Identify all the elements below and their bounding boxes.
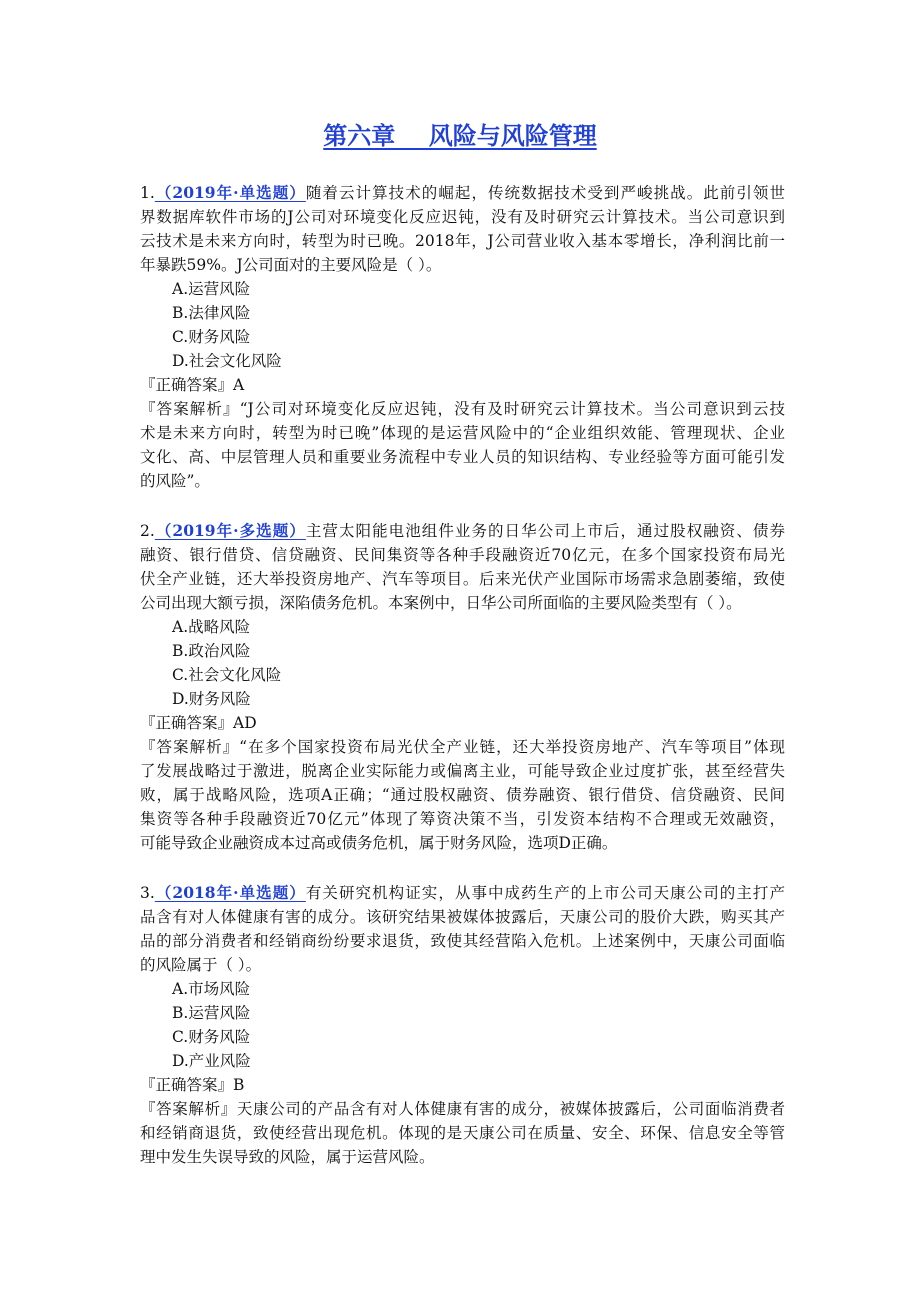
answer-analysis-line: 败，属于战略风险，选项A正确；“通过股权融资、债券融资、银行借贷、信贷融资、民间 bbox=[140, 786, 785, 804]
answer-analysis-line: 『答案解析』天康公司的产品含有对人体健康有害的成分，被媒体披露后，公司面临消费者 bbox=[140, 1100, 785, 1118]
option-a: A.市场风险 bbox=[172, 980, 251, 998]
question-tag-link[interactable]: （2018年·单选题） bbox=[154, 883, 306, 902]
question-stem-line: 公司出现大额亏损，深陷债务危机。本案例中，日华公司所面临的主要风险类型有（ ）。 bbox=[140, 594, 742, 612]
option-b: B.政治风险 bbox=[172, 642, 251, 660]
option-a: A.运营风险 bbox=[172, 280, 251, 298]
question-stem-line: 2.（2019年·多选题）主营太阳能电池组件业务的日华公司上市后，通过股权融资、债券 bbox=[140, 521, 785, 540]
question-stem-line: 品含有对人体健康有害的成分。该研究结果被媒体披露后，天康公司的股价大跌，购买其产 bbox=[140, 908, 785, 926]
answer-analysis-line: 可能导致企业融资成本过高或债务危机，属于财务风险，选项D正确。 bbox=[140, 834, 618, 852]
correct-answer: 『正确答案』B bbox=[140, 1076, 245, 1094]
answer-analysis-line: 集资等各种手段融资近70亿元”体现了筹资决策不当，引发资本结构不合理或无效融资， bbox=[140, 810, 785, 828]
option-d: D.社会文化风险 bbox=[172, 352, 282, 370]
question-2 bbox=[140, 519, 785, 855]
answer-analysis-line: 术是未来方向时，转型为时已晚”体现的是运营风险中的“企业组织效能、管理现状、企业 bbox=[140, 424, 785, 442]
question-number: 2. bbox=[140, 522, 155, 540]
option-c: C.财务风险 bbox=[172, 1028, 251, 1046]
question-1 bbox=[140, 181, 785, 493]
question-stem-line: 年暴跌59%。J公司面对的主要风险是（ ）。 bbox=[140, 256, 442, 274]
question-stem-line: 融资、银行借贷、信贷融资、民间集资等各种手段融资近70亿元，在多个国家投资布局光 bbox=[140, 546, 785, 564]
answer-analysis-line: 『答案解析』“J公司对环境变化反应迟钝，没有及时研究云计算技术。当公司意识到云技 bbox=[140, 400, 785, 418]
option-d: D.财务风险 bbox=[172, 690, 251, 708]
option-b: B.法律风险 bbox=[172, 304, 251, 322]
correct-answer: 『正确答案』AD bbox=[140, 714, 257, 732]
question-stem-line: 3.（2018年·单选题）有关研究机构证实，从事中成药生产的上市公司天康公司的主打产 bbox=[140, 883, 785, 902]
question-stem-line: 1.（2019年·单选题）随着云计算技术的崛起，传统数据技术受到严峻挑战。此前引领世 bbox=[140, 183, 785, 202]
option-d: D.产业风险 bbox=[172, 1052, 251, 1070]
question-tag-link[interactable]: （2019年·单选题） bbox=[154, 183, 306, 202]
answer-analysis-line: 了发展战略过于激进，脱离企业实际能力或偏离主业，可能导致企业过度扩张，甚至经营失 bbox=[140, 762, 785, 780]
answer-analysis-line: 理中发生失误导致的风险，属于运营风险。 bbox=[140, 1148, 435, 1166]
question-stem-line: 界数据库软件市场的J公司对环境变化反应迟钝，没有及时研究云计算技术。当公司意识到 bbox=[140, 208, 785, 226]
correct-answer: 『正确答案』A bbox=[140, 376, 245, 394]
chapter-title[interactable]: 第六章 风险与风险管理 bbox=[323, 121, 597, 150]
question-tag-link[interactable]: （2019年·多选题） bbox=[154, 521, 306, 540]
option-c: C.社会文化风险 bbox=[172, 666, 282, 684]
question-stem-line: 伏全产业链，还大举投资房地产、汽车等项目。后来光伏产业国际市场需求急剧萎缩，致使 bbox=[140, 570, 785, 588]
question-stem-line: 品的部分消费者和经销商纷纷要求退货，致使其经营陷入危机。上述案例中，天康公司面临 bbox=[140, 932, 785, 950]
question-3 bbox=[140, 881, 785, 1169]
answer-analysis-line: 文化、高、中层管理人员和重要业务流程中专业人员的知识结构、专业经验等方面可能引发 bbox=[140, 448, 785, 466]
option-c: C.财务风险 bbox=[172, 328, 251, 346]
answer-analysis-line: 和经销商退货，致使经营出现危机。体现的是天康公司在质量、安全、环保、信息安全等管 bbox=[140, 1124, 785, 1142]
option-a: A.战略风险 bbox=[172, 618, 251, 636]
question-number: 3. bbox=[140, 884, 155, 902]
question-number: 1. bbox=[140, 184, 155, 202]
answer-analysis-line: 『答案解析』“在多个国家投资布局光伏全产业链，还大举投资房地产、汽车等项目”体现 bbox=[140, 738, 785, 756]
option-b: B.运营风险 bbox=[172, 1004, 251, 1022]
question-stem-line: 的风险属于（ ）。 bbox=[140, 956, 262, 974]
question-stem-line: 云技术是未来方向时，转型为时已晚。2018年，J公司营业收入基本零增长，净利润比前一 bbox=[140, 232, 785, 250]
answer-analysis-line: 的风险”。 bbox=[140, 472, 210, 490]
